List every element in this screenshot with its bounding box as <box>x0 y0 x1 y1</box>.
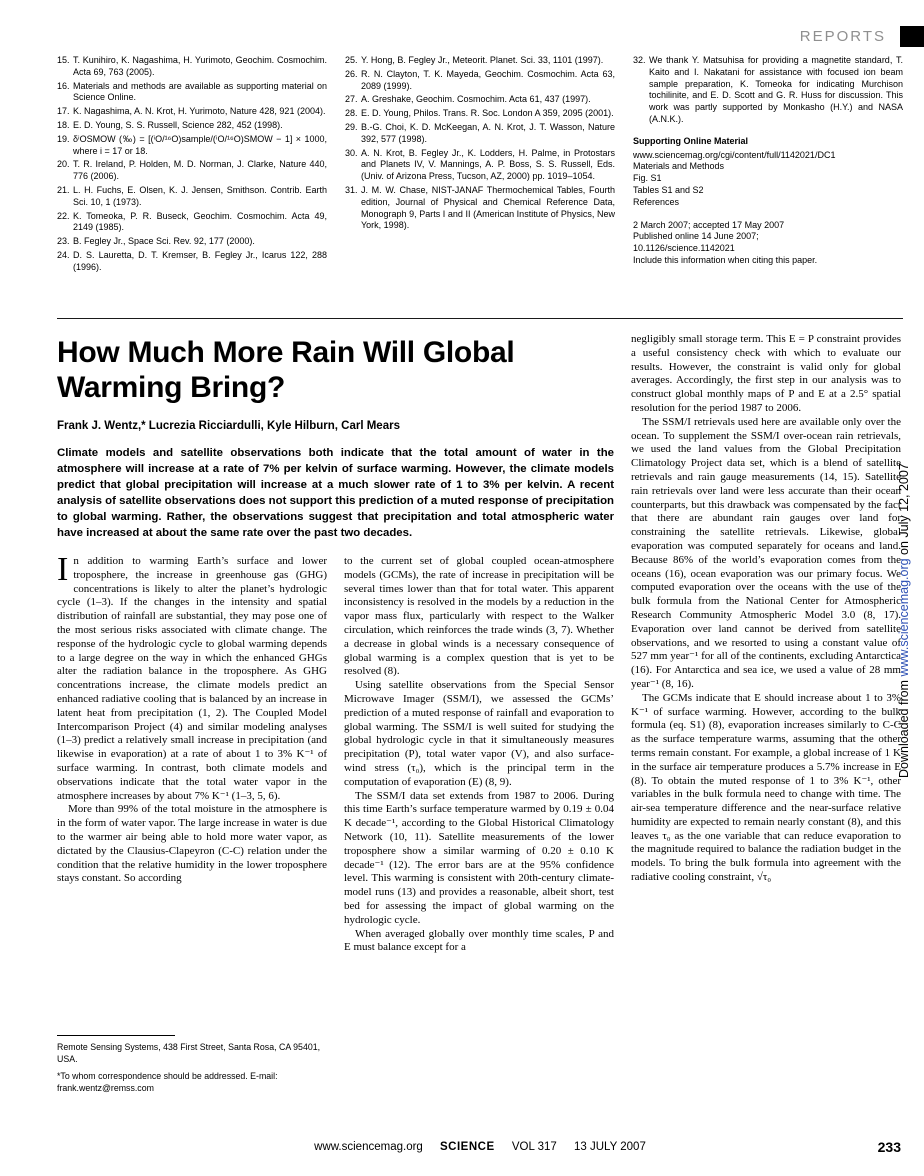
correspondence-note: *To whom correspondence should be addressed. E-mail: frank.wentz@remss.com <box>57 1071 278 1093</box>
reference-item <box>345 55 615 67</box>
reference-text: E. D. Young, S. S. Russell, Science 282, 452 (1998). <box>73 119 283 130</box>
paragraph: negligibly small storage term. This E = P constraint provides a useful consistency check with which to evaluate our results. However, the constraint is valid only for global averages. Accordingly, the first step in our analysis was to construct global monthly maps of P and E at a 2.5° spatial resolution for the period 1987 to 2006. <box>631 333 901 414</box>
paragraph: The SSM/I data set extends from 1987 to 2006. During this time Earth’s surface temperature warmed by 0.19 ± 0.04 K decade⁻¹, according to the Global Historical Climatology Network (10, 11). Satellite measurements of the lower troposphere show a similar warming of 0.20 ± 0.10 K decade⁻¹ (12). The error bars are at the 95% confidence level. This warming is consistent with 20th-century climate-model runs (13) and provides a reasonable, albeit short, test bed for assessing the impact of global warming on the hydrologic cycle. <box>344 789 614 926</box>
references-section <box>57 55 903 276</box>
reference-number: 20. <box>57 159 70 170</box>
paragraph: The SSM/I retrievals used here are available only over the ocean. To supplement the SSM/I over-ocean rain retrievals, we used the land values from the Global Precipitation Climatology Project data set, which is a blend of satellite retrievals and rain gauge measurements (14, 15). Satellite rain retrievals over land were less accurate than their ocean counterparts, but this drawback was compensated by the fact that there are abundant rain gauges over land for constraining the satellite retrievals. Likewise, global evaporation was computed separately for oceans and land. Because 86% of the world’s evaporation comes from the oceans (16), ocean evaporation was our primary focus. We computed evaporation over the oceans with the use of the bulk formula from the National Center for Atmospheric Research Community Atmospheric Model 3.0 (8, 17). Evaporation over land cannot be derived from satellite observations, and we resorted to using a constant value of 527 mm year⁻¹ for all of the continents, excluding Antarctica (16). For Antarctica and sea ice, we used a value of 28 mm year⁻¹ (8, 16). <box>631 415 901 690</box>
som-line: Tables S1 and S2 <box>633 184 704 195</box>
reference-text: T. Kunihiro, K. Nagashima, H. Yurimoto, Geochim. Cosmochim. Acta 69, 763 (2005). <box>73 55 327 77</box>
reference-item <box>57 134 327 158</box>
article <box>57 333 903 1120</box>
body-column-3 <box>631 333 901 1120</box>
footer-volume: VOL 317 <box>511 1141 557 1153</box>
reference-number: 32. <box>633 55 646 65</box>
reference-text: Y. Hong, B. Fegley Jr., Meteorit. Planet. Sci. 33, 1101 (1997). <box>361 55 604 65</box>
page-footer <box>57 1141 903 1153</box>
som-line: www.sciencemag.org/cgi/content/full/1142021/DC1 <box>633 149 836 160</box>
article-left-block <box>57 333 614 1120</box>
citation-line: Published online 14 June 2007; <box>633 231 759 242</box>
citation-info <box>633 220 903 267</box>
reference-number: 28. <box>345 108 358 119</box>
som-line: Fig. S1 <box>633 173 662 184</box>
paragraph: When averaged globally over monthly time scales, P and E must balance except for a <box>344 927 614 954</box>
reference-number: 22. <box>57 210 70 221</box>
reference-number: 18. <box>57 119 70 130</box>
citation-line: 10.1126/science.1142021 <box>633 243 735 254</box>
section-corner-tab <box>900 26 924 47</box>
reference-item <box>57 236 327 248</box>
som-line: Materials and Methods <box>633 161 725 172</box>
reference-text: L. H. Fuchs, E. Olsen, K. J. Jensen, Smithson. Contrib. Earth Sci. 10, 1 (1973). <box>73 184 327 207</box>
reference-item <box>345 94 615 106</box>
footer-center <box>57 1141 903 1153</box>
reference-text: D. S. Lauretta, D. T. Kremser, B. Fegley Jr., Icarus 122, 288 (1996). <box>73 249 327 272</box>
affiliation-note: Remote Sensing Systems, 438 First Street, Santa Rosa, CA 95401, USA. <box>57 1042 321 1064</box>
som-heading: Supporting Online Material <box>633 135 749 146</box>
download-text-pre: Downloaded from <box>897 676 911 778</box>
sciencemag-link[interactable]: www.sciencemag.org <box>897 558 911 677</box>
paragraph: More than 99% of the total moisture in the atmosphere is in the form of water vapor. The large increase in water is due to the warmer air being able to hold more water vapor, as dictated by the Clausius-Clapeyron (C-C) relation under the condition that the relative humidity in the lower troposphere stays constant. So according <box>57 803 327 885</box>
reference-number: 16. <box>57 80 70 91</box>
reference-item <box>57 120 327 132</box>
footer-journal: SCIENCE <box>440 1141 495 1153</box>
reference-item <box>345 185 615 232</box>
reference-text: E. D. Young, Philos. Trans. R. Soc. London A 359, 2095 (2001). <box>361 108 614 119</box>
citation-line: Include this information when citing this paper. <box>633 254 818 265</box>
reference-text: B. Fegley Jr., Space Sci. Rev. 92, 177 (2000). <box>73 236 255 247</box>
reference-text: A. Greshake, Geochim. Cosmochim. Acta 61, 437 (1997). <box>361 94 591 105</box>
article-title: How Much More Rain Will Global Warming Bring? <box>57 336 515 404</box>
reference-item <box>57 159 327 183</box>
reference-number: 19. <box>57 133 70 144</box>
body-column-2 <box>344 555 614 1100</box>
article-divider <box>57 318 903 319</box>
reference-text: We thank Y. Matsuhisa for providing a magnetite standard, T. Kaito and I. Nakatani for assistance with focused ion beam sample preparation, K. Tomeoka for indicating Murchison tochilinite, and E. D. Scott and G. R. Huss for discussion. This work was partly supported by Monkasho (H.Y.) and NASA (A.N.K.). <box>649 55 903 124</box>
reference-item <box>57 106 327 118</box>
reference-item <box>345 122 615 146</box>
article-abstract: Climate models and satellite observations both indicate that the total amount of water in the atmosphere will increase at a rate of 7% per kelvin of surface warming. However, the climate models predict that global precipitation will increase at a much slower rate of 1 to 3% per kelvin. A recent analysis of satellite observations does not support this prediction of a muted response of precipitation to global warming. Rather, the observations suggest that precipitation and total atmospheric water have increased at about the same rate over the past two decades. <box>57 447 614 539</box>
reference-number: 30. <box>345 147 358 158</box>
reference-number: 21. <box>57 184 70 195</box>
body-column-1 <box>57 555 327 1100</box>
references-column-3 <box>633 55 903 276</box>
reference-number: 15. <box>57 55 70 65</box>
reference-text: Materials and methods are available as supporting material on Science Online. <box>73 80 327 103</box>
download-text-post: on July 12, 2007 <box>897 463 911 559</box>
section-header: REPORTS <box>799 28 886 45</box>
reference-text: B.-G. Choi, K. D. McKeegan, A. N. Krot, J. T. Wasson, Nature 392, 577 (1998). <box>361 121 615 144</box>
paragraph: The GCMs indicate that E should increase about 1 to 3% K⁻¹ of surface warming. However, according to the bulk formula (eq. S1) (8), evaporation increases similarly to C-C as the surface temperature warms, assuming that the other terms remain constant. For example, a global increase of 1 K in the surface air temperature produces a 5.7% increase in E (8). To obtain the muted response of 1 to 3% K⁻¹, other variables in the bulk formula need to change with time. The air-sea temperature difference and the near-surface relative humidity are expected to remain nearly constant (8), and this leaves τ₀ as the one variable that can reduce evaporation to the magnitude required to balance the radiation budget in the models. To bring the bulk formula into agreement with the radiative cooling constraint, √τ₀ <box>631 691 901 884</box>
footer-url: www.sciencemag.org <box>314 1141 423 1153</box>
reference-item <box>57 55 327 79</box>
reference-item <box>345 148 615 183</box>
som-line: References <box>633 196 680 207</box>
reference-text: R. N. Clayton, T. K. Mayeda, Geochim. Cosmochim. Acta 63, 2089 (1999). <box>361 68 615 91</box>
acknowledgments-item <box>633 55 903 126</box>
reference-text: K. Nagashima, A. N. Krot, H. Yurimoto, Nature 428, 921 (2004). <box>73 106 326 117</box>
reference-number: 26. <box>345 68 358 79</box>
references-column-2 <box>345 55 615 276</box>
reference-number: 23. <box>57 236 70 247</box>
reference-number: 25. <box>345 55 358 65</box>
reference-number: 27. <box>345 94 358 105</box>
paragraph <box>57 555 327 803</box>
reference-text: δⁱOSMOW (‰) = [(ⁱO/¹⁶O)sample/(ⁱO/¹⁶O)SMOW − 1] × 1000, where i = 17 or 18. <box>73 133 327 156</box>
citation-line: 2 March 2007; accepted 17 May 2007 <box>633 219 785 230</box>
paragraph: Using satellite observations from the Special Sensor Microwave Imager (SSM/I), we assessed the GCMs’ prediction of a muted response of rainfall and evaporation to global warming. The SSM/I is well suited for studying the global hydrologic cycle in that it simultaneously measures precipitation (P), total water vapor (V), and also surface-wind stress (τ₀), which is the principal term in the computation of evaporation (E) (8, 9). <box>344 679 614 788</box>
reference-item <box>57 250 327 274</box>
reference-item <box>57 185 327 209</box>
reference-item <box>345 108 615 120</box>
reference-text: K. Tomeoka, P. R. Buseck, Geochim. Cosmochim. Acta 49, 2149 (1985). <box>73 210 327 233</box>
download-sidebar <box>897 348 911 778</box>
article-body-columns <box>57 555 614 1100</box>
reference-number: 29. <box>345 121 358 132</box>
reference-item <box>57 81 327 105</box>
references-column-1 <box>57 55 327 276</box>
paragraph: to the current set of global coupled ocean-atmosphere models (GCMs), the rate of increase in precipitation will be several times lower than that for total water. This apparent inconsistency is resolved in the models by a reduction in the vapor mass flux, particularly with respect to the Walker circulation, which reinforces the trade winds (3, 7). Whether a decrease in global winds is a necessary consequence of global warming is a complex question that is yet to be resolved (8). <box>344 555 614 678</box>
page-number: 233 <box>877 1139 901 1155</box>
reference-number: 24. <box>57 249 70 260</box>
footer-date: 13 JULY 2007 <box>574 1141 646 1153</box>
reference-text: A. N. Krot, B. Fegley Jr., K. Lodders, H. Palme, in Protostars and Planets IV, V. Mannings, A. P. Boss, S. S. Russell, Eds. (Univ. of Arizona Press, Tucson, AZ, 2000) pp. 1019–1054. <box>361 147 615 182</box>
reference-item <box>345 69 615 93</box>
footnote-block <box>57 1035 327 1100</box>
drop-cap: I <box>57 555 69 588</box>
som-lines <box>633 150 903 209</box>
reference-number: 17. <box>57 106 70 117</box>
reference-text: T. R. Ireland, P. Holden, M. D. Norman, J. Clarke, Nature 440, 776 (2006). <box>73 159 327 182</box>
reference-item <box>57 211 327 235</box>
article-authors: Frank J. Wentz,* Lucrezia Ricciardulli, Kyle Hilburn, Carl Mears <box>57 420 400 432</box>
footnote-divider <box>57 1035 175 1036</box>
reference-text: J. M. W. Chase, NIST-JANAF Thermochemical Tables, Fourth edition, Journal of Physical and Chemical Reference Data, Monograph 9, Parts I and II (American Institute of Physics, New York, 1998). <box>361 184 615 231</box>
paragraph-text: n addition to warming Earth’s surface and lower troposphere, the increase in greenhouse gas (GHG) concentrations is likely to alter the planet’s hydrologic cycle (1–3). If the changes in the intensity and spatial distribution of rainfall are substantial, they may pose one of the most serious risks associated with climate change. The response of the hydrologic cycle to global warming depends to a large degree on the way in which the enhanced GHGs alter the radiation balance in the troposphere. As GHG concentrations increase, the climate models predict an enhanced radiative cooling that is balanced by an increase in latent heat from precipitation (1, 2). The Coupled Model Intercomparison Project (4) and similar modeling analyses (1–3) predict a relatively small increase in precipitation (and likewise in evaporation) at a rate of about 1 to 3% K⁻¹ of surface warming. In contrast, both climate models and observations indicate that the total water vapor in the atmosphere increases by about 7% K⁻¹ (1–3, 5, 6). <box>57 555 327 802</box>
reference-number: 31. <box>345 184 358 195</box>
